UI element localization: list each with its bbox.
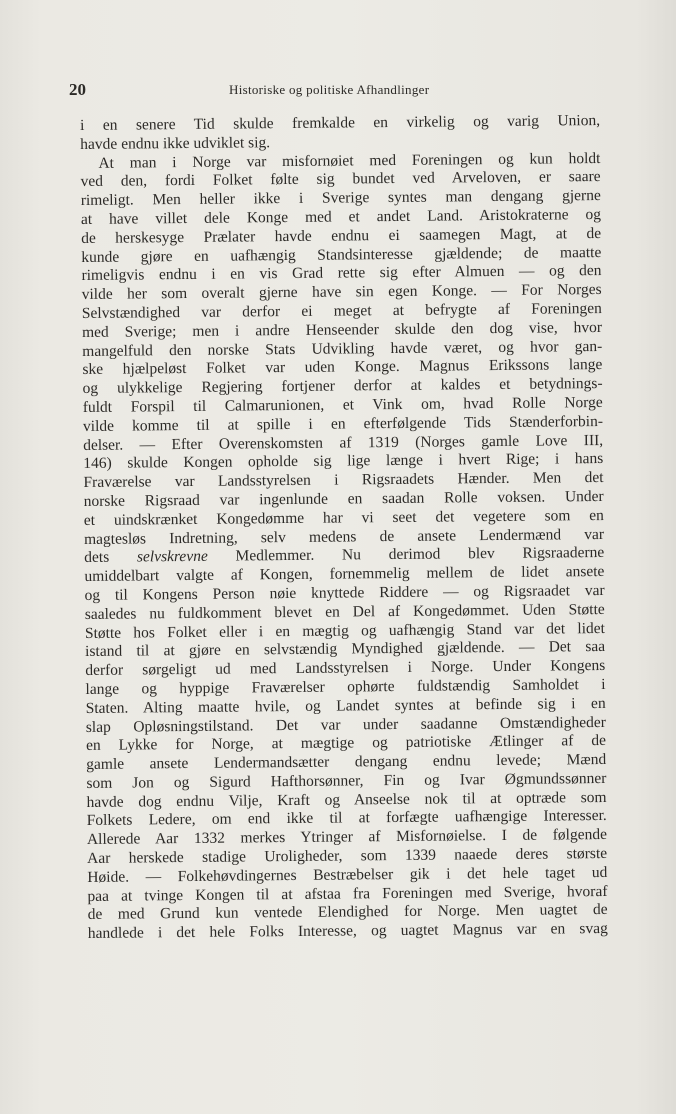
text-line: Fraværelse var Landsstyrelsen i Rigsraadets Hænder. Men det [83, 469, 604, 492]
text-line: magtesløs Indretning, selv medens de ansete Lendermænd var [83, 525, 605, 548]
text-line: havde endnu ikke udviklet sig. [80, 133, 271, 153]
text-line: handlede i det hele Folks Interesse, og uagtet Magnus var en svag [87, 920, 608, 943]
text-line: mangelfuld den norske Stats Udvikling havde været, og hvor gan- [82, 337, 603, 360]
text-fragment: dets [84, 549, 110, 567]
text-line: Aar herskede stadige Uroligheder, som 1339 naaede deres største [87, 845, 608, 868]
text-line: Folkets Ledere, om end ikke til at forfægte uafhængige Interesser. [86, 807, 607, 830]
text-line: 146) skulde Kongen opholde sig lige længe i hvert Rige; i hans [83, 450, 604, 473]
text-line: ved den, fordi Folket følte sig bundet ved Arveloven, er saare [80, 168, 601, 191]
text-line: Allerede Aar 1332 merkes Ytringer af Misfornøielse. I de følgende [86, 826, 607, 849]
text-line: vilde komme til at spille i en efterfølgende Tids Stænderforbin- [82, 412, 604, 435]
text-line: delser. — Efter Overenskomsten af 1319 (Norges gamle Love III, [83, 431, 604, 454]
text-line: gamle ansete Lendermandsætter dengang endnu levede; Mænd [86, 751, 607, 774]
text-line: og ulykkelige Regjering fortjener derfor at kaldes et betydnings- [82, 375, 603, 398]
text-line: en Lykke for Norge, at mægtige og patriotiske Ætlinger af de [85, 732, 607, 755]
text-line: At man i Norge var misfornøiet med Foreningen og kun holdt [98, 149, 601, 172]
text-line: et uindskrænket Kongedømme har vi seet det vegetere som en [83, 506, 604, 529]
text-line: umiddelbart valgte af Kongen, fornemmelig mellem de lidet ansete [84, 563, 605, 586]
text-line: Støtte hos Folket eller i en mægtig og uafhængig Stand var det lidet [84, 619, 606, 642]
text-line: og til Kongens Person nøie knyttede Riddere — og Rigsraadet var [84, 581, 605, 604]
text-line: Høide. — Folkehøvdingernes Bestræbelser gik i det hele taget ud [87, 863, 608, 886]
text-line: slap Opløsningstilstand. Det var under saadanne Omstændigheder [85, 713, 606, 736]
text-line: vilde her som overalt gjerne have sin egen Konge. — For Norges [81, 281, 602, 304]
text-line: med Sverige; men i andre Henseender skulde den dog vise, hvor [81, 318, 603, 341]
running-title: Historiske og politiske Afhandlinger [229, 82, 430, 97]
text-line: istand til at gjøre en selvstændig Myndighed gjældende. — Det saa [85, 638, 606, 661]
text-line: Selvstændighed var derfor ei meget at befrygte af Foreningen [81, 299, 602, 322]
text-line: Staten. Alting maatte hvile, og Landet syntes at befinde sig i en [85, 694, 606, 717]
page-header [69, 80, 609, 100]
text-fragment: Medlemmer. Nu derimod blev Rigsraaderne [235, 544, 605, 565]
text-line: rimeligt. Men heller ikke i Sverige syntes man dengang gjerne [80, 187, 601, 210]
text-line: kunde gjøre en uafhængig Standsinteresse gjældende; de maatte [81, 243, 602, 266]
italic-word: selvskrevne [136, 548, 208, 566]
text-line: paa at tvinge Kongen til at afstaa fra Foreningen med Sverige, hvoraf [87, 882, 608, 905]
body-text [80, 112, 608, 944]
text-line: norske Rigsraad var ingenlunde en saadan Rolle voksen. Under [83, 487, 604, 510]
text-line: som Jon og Sigurd Hafthorsønner, Fin og Ivar Øgmundssønner [86, 769, 607, 792]
text-line: ske hjælpeløst Folket var uden Konge. Magnus Erikssons lange [82, 356, 603, 379]
text-line: saaledes nu fuldkomment blevet en Del af Kongedømmet. Uden Støtte [84, 600, 605, 623]
text-line: de med Grund kun ventede Elendighed for Norge. Men uagtet de [87, 901, 608, 924]
text-line: de herskesyge Prælater havde endnu ei saamegen Magt, at de [81, 224, 602, 247]
text-line: rimeligvis endnu i en vis Grad rette sig efter Almuen — og den [81, 262, 602, 285]
page-number: 20 [69, 80, 86, 99]
text-line: derfor sørgeligt ud med Landsstyrelsen i Norge. Under Kongens [85, 657, 606, 680]
text-line: fuldt Forspil til Calmarunionen, et Vink om, hvad Rolle Norge [82, 393, 603, 416]
text-line: havde dog endnu Vilje, Kraft og Anseelse nok til at optræde som [86, 788, 607, 811]
text-line: i en senere Tid skulde fremkalde en virkelig og varig Union, [80, 112, 601, 134]
text-line: lange og hyppige Fraværelser ophørte fuldstændig Samholdet i [85, 675, 606, 698]
text-line: at have villet dele Konge med et andet Land. Aristokraterne og [80, 205, 602, 228]
